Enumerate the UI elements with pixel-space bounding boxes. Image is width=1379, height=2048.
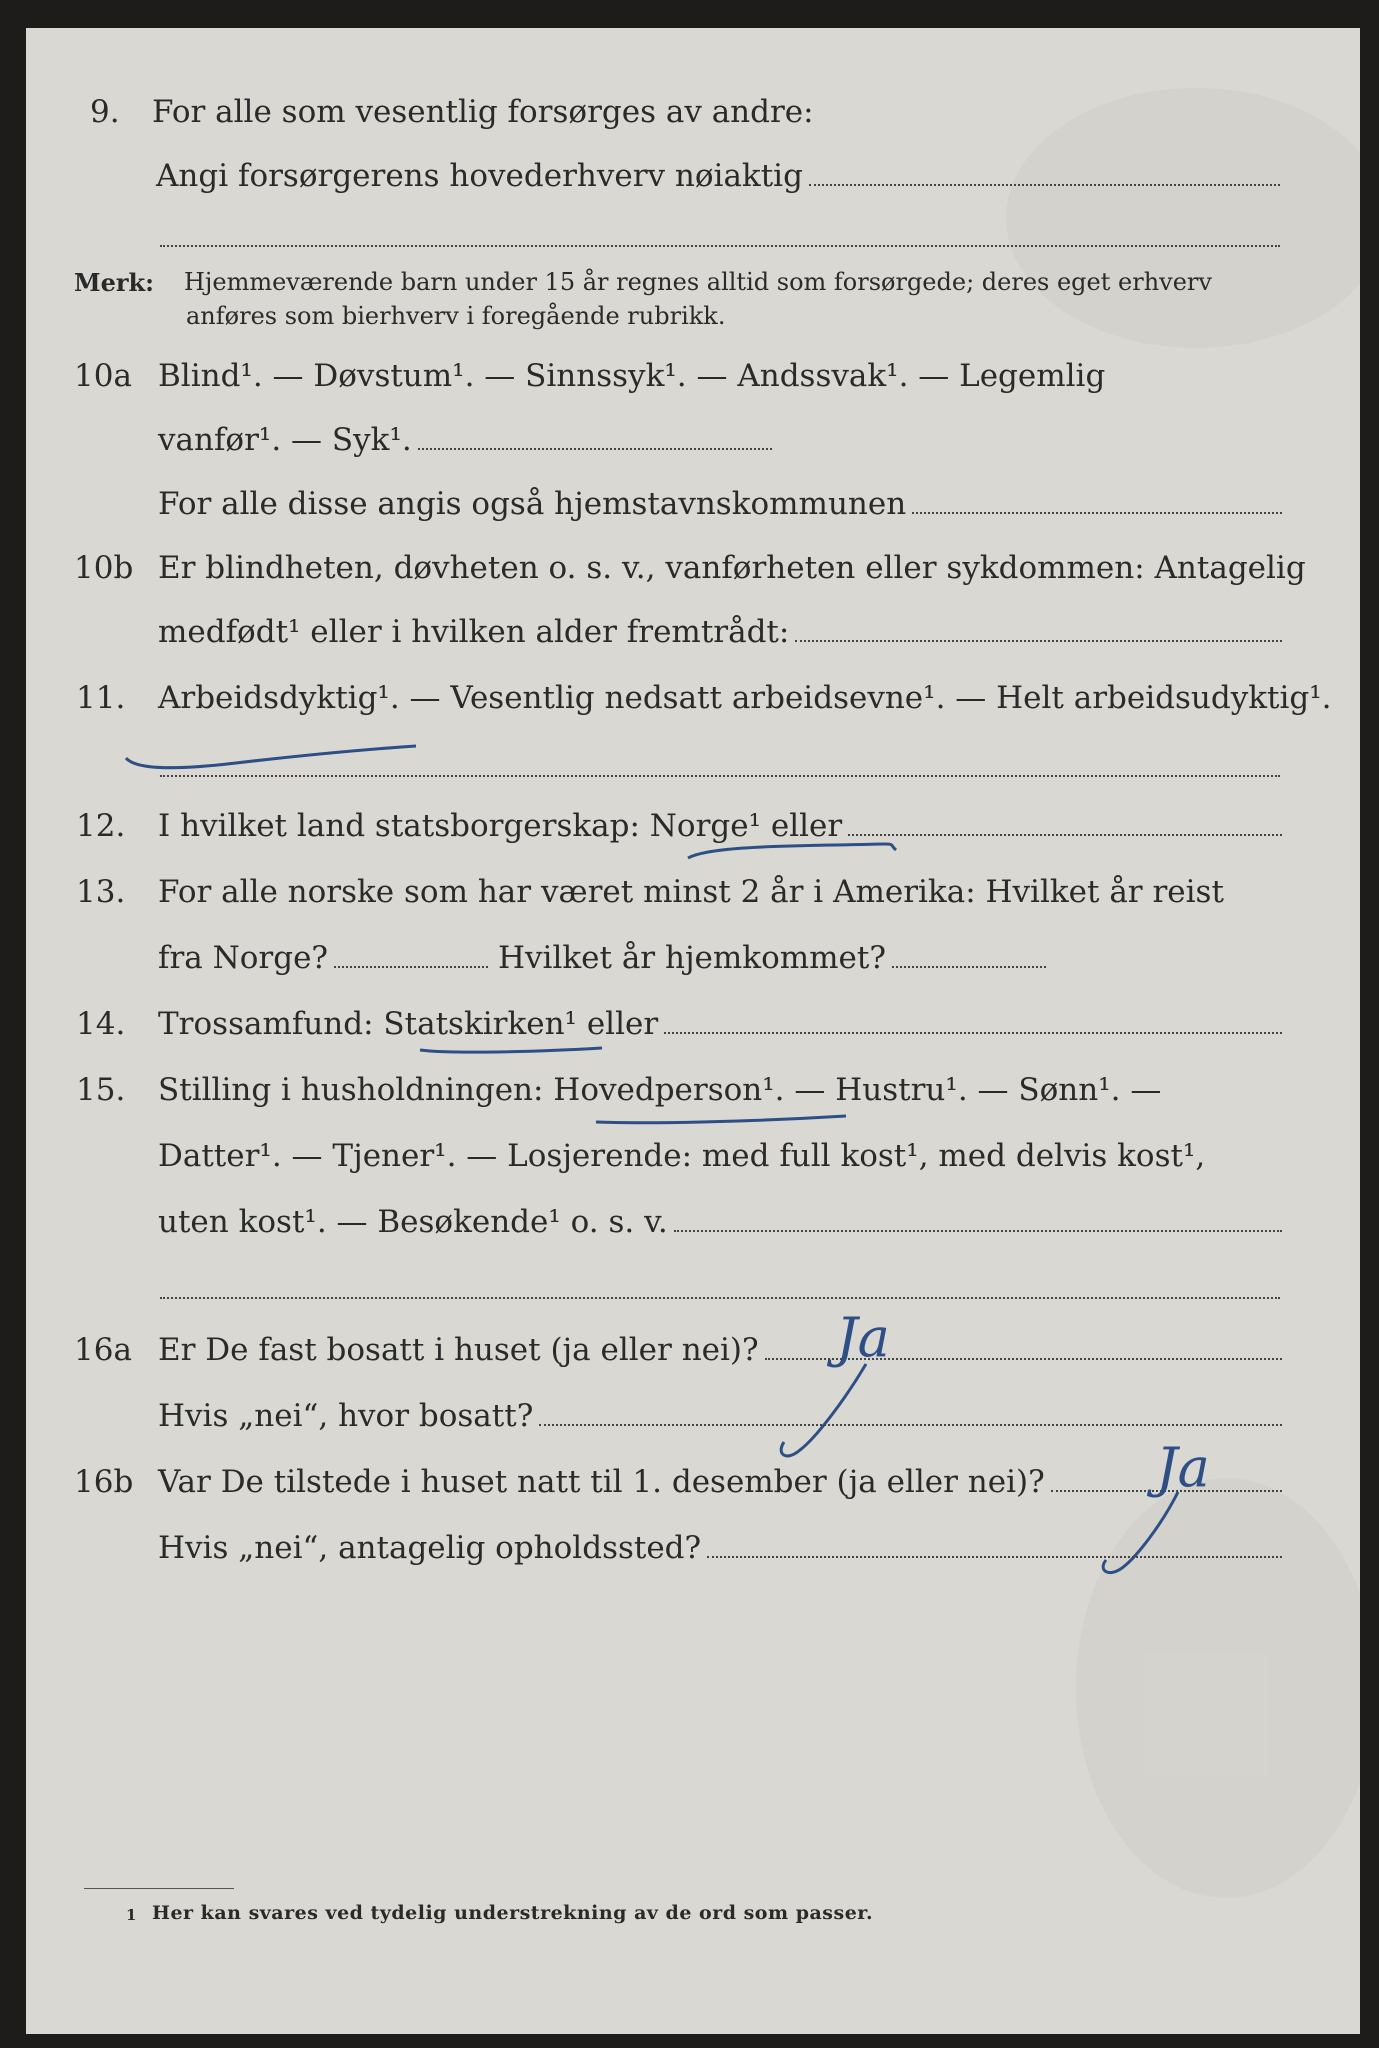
q12-handwritten-underline bbox=[676, 828, 906, 878]
q13-line-2a: fra Norge? bbox=[158, 940, 329, 976]
q16a-line-1: Er De fast bosatt i huset (ja eller nei)? bbox=[158, 1332, 759, 1368]
q12-answer-line bbox=[848, 833, 1282, 836]
q16b-handwritten-answer: Ja bbox=[1156, 1436, 1210, 1499]
q15-answer-line bbox=[674, 1229, 1282, 1232]
q13-return-year-line bbox=[892, 965, 1046, 968]
q14-number: 14. bbox=[76, 1006, 126, 1042]
q10b-line-1: Er blindheten, døvheten o. s. v., vanførheten eller sykdommen: Antagelig bbox=[158, 550, 1306, 586]
q10a-answer-line bbox=[418, 447, 772, 450]
q13-departure-year-line bbox=[334, 965, 488, 968]
q11-line-1: Arbeidsdyktig¹. — Vesentlig nedsatt arbeidsevne¹. — Helt arbeidsudyktig¹. bbox=[158, 680, 1332, 716]
q10b-number: 10b bbox=[74, 550, 134, 586]
q16a-number: 16a bbox=[74, 1332, 132, 1368]
q15-line-1: Stilling i husholdningen: Hovedperson¹. — Hustru¹. — Sønn¹. — bbox=[158, 1072, 1162, 1108]
q10a-line-2: vanfør¹. — Syk¹. bbox=[158, 422, 412, 458]
q9-answer-line-2 bbox=[160, 244, 1280, 247]
q13-number: 13. bbox=[76, 874, 126, 910]
q16a-residence-line bbox=[539, 1423, 1282, 1426]
footnote-text: Her kan svares ved tydelig understrekning av de ord som passer. bbox=[152, 1902, 874, 1924]
q15-line-2: Datter¹. — Tjener¹. — Losjerende: med full kost¹, med delvis kost¹, bbox=[158, 1138, 1206, 1174]
merk-line-2: anføres som bierhverv i foregående rubrikk. bbox=[186, 302, 726, 330]
q10a-line-1: Blind¹. — Døvstum¹. — Sinnssyk¹. — Andssvak¹. — Legemlig bbox=[158, 358, 1106, 394]
q16b-line-1: Var De tilstede i huset natt til 1. desember (ja eller nei)? bbox=[158, 1464, 1045, 1500]
q10b-line-2: medfødt¹ eller i hvilken alder fremtrådt: bbox=[158, 614, 790, 650]
q12-line-1: I hvilket land statsborgerskap: Norge¹ eller bbox=[158, 808, 843, 844]
merk-line-1: Hjemmeværende barn under 15 år regnes alltid som forsørgede; deres eget erhverv bbox=[184, 268, 1212, 296]
q15-line-3: uten kost¹. — Besøkende¹ o. s. v. bbox=[158, 1204, 668, 1240]
q10a-number: 10a bbox=[74, 358, 132, 394]
q9-question: For alle som vesentlig forsørges av andre: bbox=[152, 94, 814, 130]
q10b-answer-line bbox=[795, 639, 1282, 642]
footnote-mark: 1 bbox=[126, 1906, 137, 1924]
q9-instruction: Angi forsørgerens hovederhverv nøiaktig bbox=[156, 158, 803, 194]
q11-answer-line bbox=[160, 774, 1280, 777]
q10a-home-municipality-line bbox=[912, 511, 1282, 514]
q16b-line-2: Hvis „nei“, antagelig opholdssted? bbox=[158, 1530, 702, 1566]
q14-answer-line bbox=[664, 1031, 1282, 1034]
q10a-line-3: For alle disse angis også hjemstavnskommunen bbox=[158, 486, 907, 522]
merk-label: Merk: bbox=[74, 268, 154, 297]
q14-handwritten-underline bbox=[412, 1028, 612, 1068]
q16a-line-2: Hvis „nei“, hvor bosatt? bbox=[158, 1398, 534, 1434]
q16a-handwritten-answer: Ja bbox=[836, 1306, 890, 1369]
q16b-whereabouts-line bbox=[707, 1555, 1282, 1558]
q9-answer-line bbox=[809, 183, 1280, 186]
q16b-number: 16b bbox=[74, 1464, 134, 1500]
q14-line-1: Trossamfund: Statskirken¹ eller bbox=[158, 1006, 659, 1042]
q11-number: 11. bbox=[76, 680, 126, 716]
q15-number: 15. bbox=[76, 1072, 126, 1108]
q9-number: 9. bbox=[90, 94, 120, 130]
q13-line-2b: Hvilket år hjemkommet? bbox=[498, 940, 886, 976]
census-form-page bbox=[26, 28, 1360, 2034]
q12-number: 12. bbox=[76, 808, 126, 844]
q13-line-1: For alle norske som har været minst 2 år i Amerika: Hvilket år reist bbox=[158, 874, 1224, 910]
q15-handwritten-underline bbox=[586, 1094, 866, 1144]
footnote-rule bbox=[84, 1888, 234, 1889]
q15-answer-line-2 bbox=[160, 1296, 1280, 1299]
